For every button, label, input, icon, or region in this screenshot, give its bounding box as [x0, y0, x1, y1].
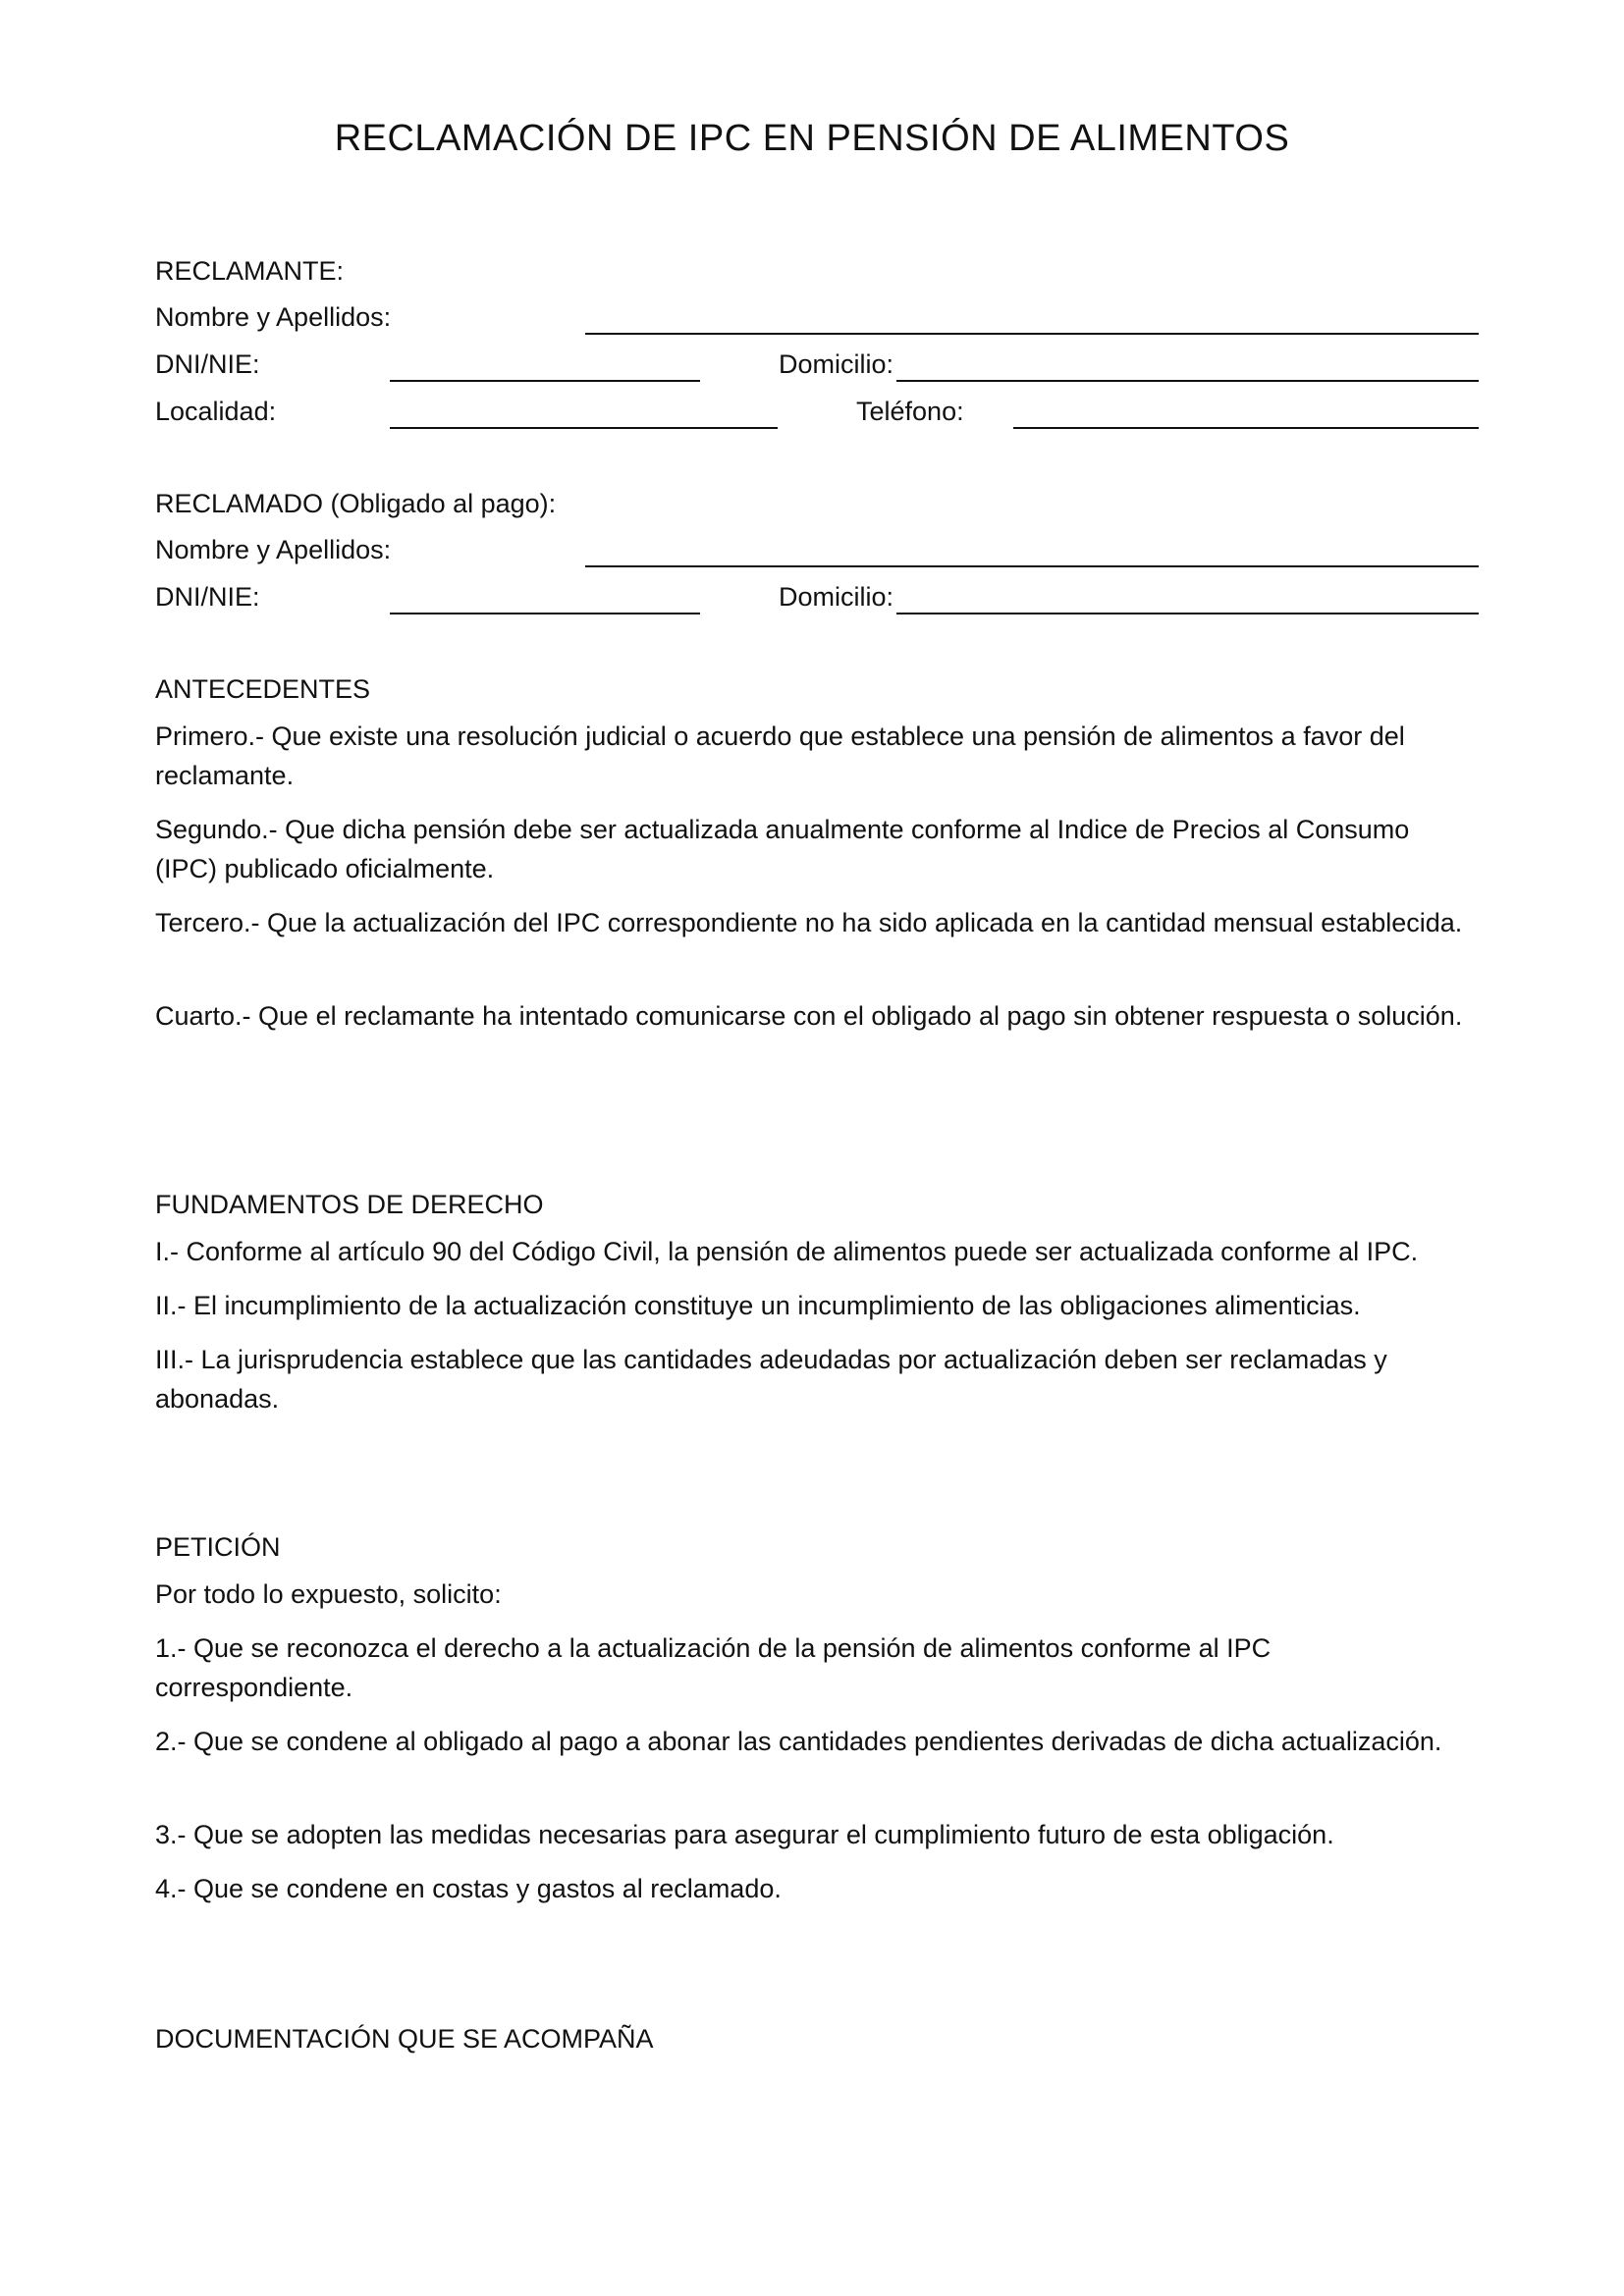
reclamante-telefono-label: Teléfono: — [856, 397, 964, 426]
reclamante-localidad-field[interactable] — [390, 427, 778, 429]
reclamante-telefono-field[interactable] — [1013, 427, 1479, 429]
reclamante-dni-label: DNI/NIE: — [155, 349, 260, 379]
reclamante-nombre-label: Nombre y Apellidos: — [155, 302, 392, 332]
reclamante-domicilio-field[interactable] — [896, 380, 1479, 382]
fundamento-2: II.- El incumplimiento de la actualización constituye un incumplimiento de las obligaciones alimenticias. — [155, 1291, 1361, 1320]
peticion-2: 2.- Que se condene al obligado al pago a abonar las cantidades pendientes derivadas de dicha actualización. — [155, 1727, 1442, 1756]
peticion-intro: Por todo lo expuesto, solicito: — [155, 1579, 502, 1609]
reclamante-heading: RECLAMANTE: — [155, 256, 345, 286]
antecedente-cuarto: Cuarto.- Que el reclamante ha intentado comunicarse con el obligado al pago sin obtener respuesta o solución. — [155, 1001, 1463, 1031]
reclamado-dni-field[interactable] — [390, 613, 700, 614]
reclamado-nombre-label: Nombre y Apellidos: — [155, 535, 392, 564]
peticion-heading: PETICIÓN — [155, 1532, 281, 1562]
fundamento-1: I.- Conforme al artículo 90 del Código Civil, la pensión de alimentos puede ser actualizada conforme al IPC. — [155, 1237, 1419, 1266]
reclamante-domicilio-label: Domicilio: — [779, 349, 894, 379]
fundamento-3: III.- La jurisprudencia establece que las cantidades adeudadas por actualización deben ser reclamadas y abonadas. — [155, 1345, 1387, 1414]
reclamado-nombre-field[interactable] — [585, 565, 1479, 567]
reclamante-nombre-field[interactable] — [585, 333, 1479, 335]
antecedente-segundo: Segundo.- Que dicha pensión debe ser actualizada anualmente conforme al Indice de Precios al Consumo (IPC) publicado oficialmente. — [155, 815, 1410, 883]
reclamante-localidad-label: Localidad: — [155, 397, 277, 426]
antecedente-tercero: Tercero.- Que la actualización del IPC correspondiente no ha sido aplicada en la cantidad mensual establecida. — [155, 908, 1463, 937]
antecedente-primero: Primero.- Que existe una resolución judicial o acuerdo que establece una pensión de alimentos a favor del reclamante. — [155, 721, 1405, 790]
peticion-1: 1.- Que se reconozca el derecho a la actualización de la pensión de alimentos conforme al IPC correspondiente. — [155, 1633, 1272, 1702]
antecedentes-heading: ANTECEDENTES — [155, 674, 371, 704]
fundamentos-heading: FUNDAMENTOS DE DERECHO — [155, 1190, 544, 1219]
reclamado-heading: RECLAMADO (Obligado al pago): — [155, 489, 557, 518]
reclamado-domicilio-field[interactable] — [896, 613, 1479, 614]
peticion-4: 4.- Que se condene en costas y gastos al reclamado. — [155, 1874, 782, 1903]
reclamante-dni-field[interactable] — [390, 380, 700, 382]
reclamado-domicilio-label: Domicilio: — [779, 582, 894, 612]
documentacion-heading: DOCUMENTACIÓN QUE SE ACOMPAÑA — [155, 2024, 654, 2054]
reclamado-dni-label: DNI/NIE: — [155, 582, 260, 612]
peticion-3: 3.- Que se adopten las medidas necesarias para asegurar el cumplimiento futuro de esta obligación. — [155, 1820, 1334, 1849]
document-title: RECLAMACIÓN DE IPC EN PENSIÓN DE ALIMENTOS — [334, 118, 1290, 159]
